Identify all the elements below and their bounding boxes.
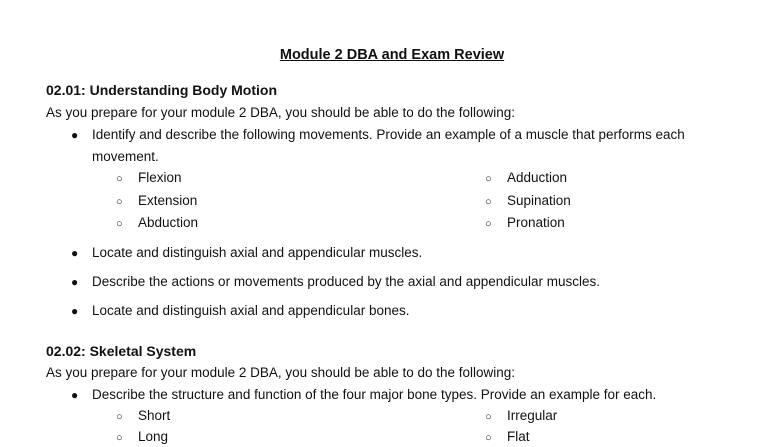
- section-intro-skeletal-system: As you prepare for your module 2 DBA, you should be able to do the following:: [46, 365, 516, 380]
- list-item-text: Identify and describe the following movements. Provide an example of a muscle that performs each movement.: [92, 127, 685, 164]
- sub-list-item: [116, 192, 197, 211]
- sub-bullet-icon: ○: [485, 218, 492, 230]
- list-item-text: Describe the structure and function of the four major bone types. Provide an example for each.: [92, 387, 657, 402]
- list-item-text: Locate and distinguish axial and appendicular muscles.: [92, 245, 423, 260]
- list-item: [71, 242, 751, 264]
- section-intro-body-motion: As you prepare for your module 2 DBA, you should be able to do the following:: [46, 105, 516, 120]
- sub-list-item-text: Flexion: [138, 170, 182, 185]
- sub-list-item-text: Irregular: [507, 408, 558, 423]
- sub-bullet-icon: ○: [485, 411, 492, 423]
- section-heading-body-motion: 02.01: Understanding Body Motion: [46, 82, 278, 98]
- sub-list-item-text: Supination: [507, 193, 571, 208]
- sub-list-item: [116, 214, 198, 233]
- bullet-icon: ●: [71, 128, 79, 142]
- list-item: [71, 271, 751, 293]
- section-heading-skeletal-system: 02.02: Skeletal System: [46, 343, 197, 359]
- sub-list-item: [485, 169, 567, 188]
- list-item-text: Locate and distinguish axial and appendicular bones.: [92, 303, 410, 318]
- sub-list-item: [116, 407, 170, 426]
- bullet-icon: ●: [71, 246, 79, 260]
- sub-list-item: [485, 192, 571, 211]
- sub-bullet-icon: ○: [116, 196, 123, 208]
- sub-list-item-text: Pronation: [507, 215, 565, 230]
- sub-bullet-icon: ○: [116, 218, 123, 230]
- sub-list-item-text: Adduction: [507, 170, 568, 185]
- sub-list-item: [116, 428, 168, 447]
- list-item: [71, 124, 751, 168]
- sub-list-item: [485, 214, 565, 233]
- sub-list-item-text: Short: [138, 408, 171, 423]
- sub-bullet-icon: ○: [116, 173, 123, 185]
- sub-list-item: [116, 169, 182, 188]
- sub-list-item-text: Flat: [507, 429, 530, 444]
- bullet-icon: ●: [71, 388, 79, 402]
- list-item: [71, 300, 751, 322]
- bullet-icon: ●: [71, 304, 79, 318]
- sub-bullet-icon: ○: [485, 173, 492, 185]
- sub-bullet-icon: ○: [116, 411, 123, 423]
- sub-list-item-text: Abduction: [138, 215, 199, 230]
- sub-list-item-text: Long: [138, 429, 169, 444]
- document-title: Module 2 DBA and Exam Review: [279, 47, 505, 63]
- list-item-text: Describe the actions or movements produced by the axial and appendicular muscles.: [92, 274, 601, 289]
- sub-list-item-text: Extension: [138, 193, 198, 208]
- list-item: [71, 384, 751, 406]
- sub-list-item: [485, 428, 530, 447]
- sub-bullet-icon: ○: [485, 196, 492, 208]
- sub-bullet-icon: ○: [485, 432, 492, 444]
- sub-bullet-icon: ○: [116, 432, 123, 444]
- bullet-icon: ●: [71, 275, 79, 289]
- sub-list-item: [485, 407, 557, 426]
